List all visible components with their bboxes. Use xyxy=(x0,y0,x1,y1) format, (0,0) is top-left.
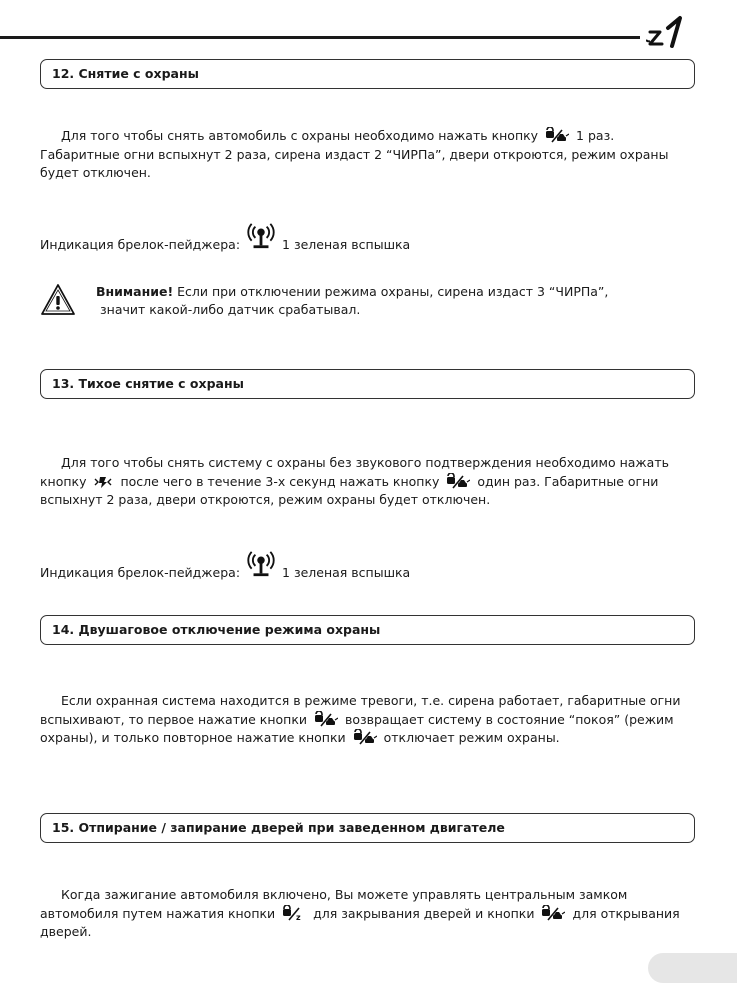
section-13-text-c: один раз. Габаритные огни вспыхнут 2 раза, двери откроются, режим охраны будет отключен. xyxy=(40,473,659,507)
unlock-key-icon xyxy=(446,473,470,489)
section-14-text-b: возвращает систему в состояние “покоя” (режим охраны), и только повторное нажатие кнопки xyxy=(40,711,674,745)
section-12-text-a: Для того чтобы снять автомобиль с охраны необходимо нажать кнопку xyxy=(61,128,539,143)
warning-triangle-icon xyxy=(40,283,76,317)
indication-value: 1 зеленая вспышка xyxy=(282,237,411,252)
section-15-text-a: Когда зажигание автомобиля включено, Вы можете управлять центральным замком автомобиля путем нажатия кнопки xyxy=(40,887,628,921)
section-15-text-c: для открывания дверей. xyxy=(40,905,680,939)
warning-strong: Внимание! xyxy=(96,284,174,299)
unlock-key-icon xyxy=(314,711,338,727)
section-12-header: 12. Снятие с охраны xyxy=(40,59,695,89)
section-15-text-b: для закрывания дверей и кнопки xyxy=(313,905,535,921)
lock-key-icon xyxy=(282,905,306,921)
z1-logo xyxy=(646,12,694,48)
unlock-key-icon xyxy=(541,905,565,921)
section-14-paragraph xyxy=(40,692,690,748)
top-rule xyxy=(0,36,640,39)
pager-antenna-icon xyxy=(246,222,276,250)
indication-label: Индикация брелок-пейджера: xyxy=(40,565,241,580)
warning-text-2: значит какой-либо датчик срабатывал. xyxy=(100,302,361,317)
aux-button-icon xyxy=(93,475,113,489)
unlock-key-icon xyxy=(545,127,569,143)
page-tab xyxy=(648,953,737,983)
pager-antenna-icon xyxy=(246,550,276,578)
section-14-text-a: Если охранная система находится в режиме тревоги, т.е. сирена работает, габаритные огни вспыхивают, то первое нажатие кнопки xyxy=(40,693,681,727)
section-12-indication xyxy=(40,222,410,254)
section-12-text-b: 1 раз. Габаритные огни вспыхнут 2 раза, сирена издаст 2 “ЧИРПа”, двери откроются, режим охраны будет отключен. xyxy=(40,128,669,180)
section-13-header: 13. Тихое снятие с охраны xyxy=(40,369,695,399)
section-13-paragraph xyxy=(40,454,690,510)
warning-text: Если при отключении режима охраны, сирена издаст 3 “ЧИРПа”, xyxy=(177,284,609,299)
warning-note xyxy=(96,283,686,319)
section-15-paragraph xyxy=(40,886,690,942)
section-12-paragraph xyxy=(40,127,690,183)
section-13-text-a: Для того чтобы снять систему с охраны без звукового подтверждения необходимо нажать кнопку xyxy=(40,455,669,489)
indication-label: Индикация брелок-пейджера: xyxy=(40,237,241,252)
section-13-text-b: после чего в течение 3-х секунд нажать кнопку xyxy=(120,473,440,489)
section-14-text-c: отключает режим охраны. xyxy=(383,730,560,745)
section-13-indication xyxy=(40,550,410,582)
unlock-key-icon xyxy=(353,729,377,745)
section-15-header: 15. Отпирание / запирание дверей при заведенном двигателе xyxy=(40,813,695,843)
section-14-header: 14. Двушаговое отключение режима охраны xyxy=(40,615,695,645)
indication-value: 1 зеленая вспышка xyxy=(282,565,411,580)
